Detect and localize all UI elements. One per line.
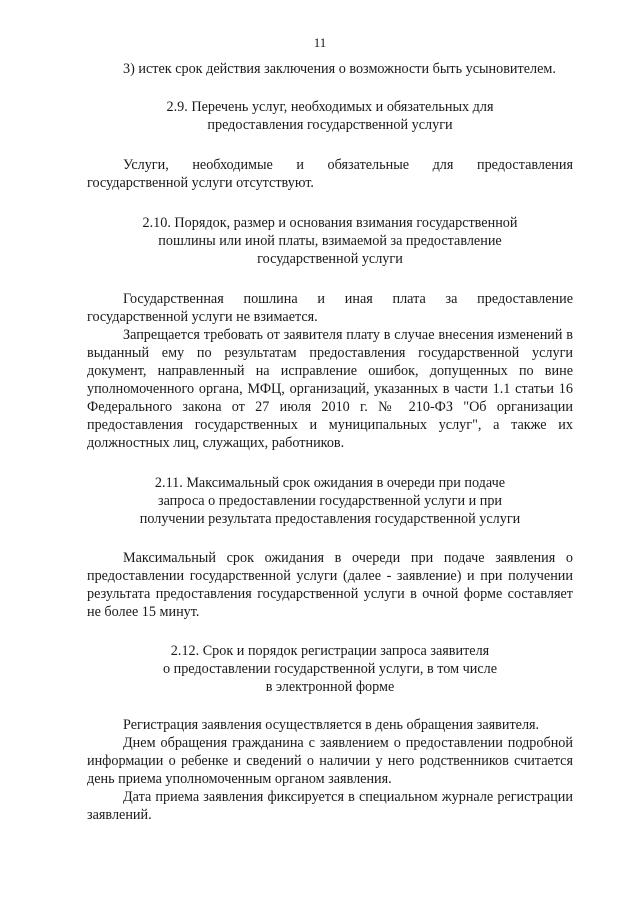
document-body [87,60,573,824]
section-2-10-paragraph-2: Запрещается требовать от заявителя плату в случае внесения изменений в выданный ему по результатам предоставления государственной услуги документ, направленный на исправление ошибок, допущенных по вине уполномоченного органа, МФЦ, организаций, указанных в части 1.1 статьи 16 Федерального закона от 27 июля 2010 г. № 210-ФЗ "Об организации предоставления государственных и муниципальных услуг", а также их должностных лиц, служащих, работников. [87,327,573,451]
section-2-9-heading [87,98,573,134]
heading-line: 2.12. Срок и порядок регистрации запроса заявителя [170,643,490,659]
section-2-10-paragraph-1: Государственная пошлина и иная плата за предоставление государственной услуги не взимается. [87,291,573,325]
heading-line: о предоставлении государственной услуги, в том числе [162,661,498,677]
list-item-3: 3) истек срок действия заключения о возможности быть усыновителем. [123,61,556,77]
heading-line: государственной услуги [257,251,403,267]
heading-line: получении результата предоставления государственной услуги [139,511,521,527]
heading-line: пошлины или иной платы, взимаемой за предоставление [158,233,502,249]
section-2-12-paragraph-2: Днем обращения гражданина с заявлением о предоставлении подробной информации о ребенке и сведений о наличии у него родственников считается день приема уполномоченным органом заявления. [87,735,573,787]
page-number: 11 [313,35,327,50]
heading-line: 2.9. Перечень услуг, необходимых и обязательных для [166,99,494,115]
section-2-12-paragraph-1: Регистрация заявления осуществляется в день обращения заявителя. [123,717,540,733]
section-2-12-heading [87,642,573,696]
heading-line: предоставления государственной услуги [207,117,453,133]
heading-line: запроса о предоставлении государственной услуги и при [157,493,503,509]
heading-line: 2.11. Максимальный срок ожидания в очереди при подаче [154,475,506,491]
section-2-10-heading [87,214,573,268]
section-2-11-paragraph: Максимальный срок ожидания в очереди при подаче заявления о предоставлении государственной услуги (далее - заявление) и при получении результата предоставления государственной услуги в очной форме составляет не более 15 минут. [87,550,573,620]
heading-line: 2.10. Порядок, размер и основания взимания государственной [142,215,518,231]
heading-line: в электронной форме [265,679,395,695]
section-2-12-paragraph-3: Дата приема заявления фиксируется в специальном журнале регистрации заявлений. [87,789,573,823]
section-2-11-heading [87,474,573,528]
section-2-9-paragraph: Услуги, необходимые и обязательные для предоставления государственной услуги отсутствуют. [87,157,573,191]
